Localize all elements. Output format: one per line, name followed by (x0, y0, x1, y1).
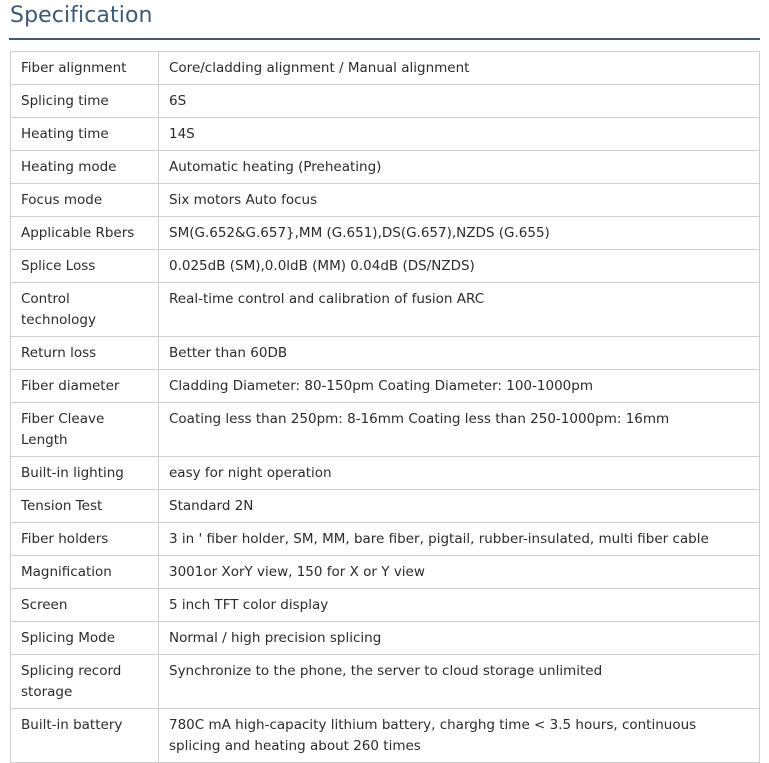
spec-label: Heating time (11, 118, 159, 151)
spec-value: Real-time control and calibration of fusion ARC (159, 283, 760, 337)
spec-value: Automatic heating (Preheating) (159, 151, 760, 184)
table-row (11, 151, 760, 184)
spec-label: Fiber alignment (11, 52, 159, 85)
spec-label: Built-in battery (11, 709, 159, 763)
title-divider (9, 38, 760, 40)
table-row (11, 52, 760, 85)
table-row (11, 184, 760, 217)
page-title: Specification (10, 3, 153, 28)
spec-value: 0.025dB (SM),0.0ldB (MM) 0.04dB (DS/NZDS) (159, 250, 760, 283)
table-row (11, 118, 760, 151)
spec-value: 6S (159, 85, 760, 118)
spec-label: Applicable Rbers (11, 217, 159, 250)
table-row (11, 85, 760, 118)
spec-label: Splicing Mode (11, 622, 159, 655)
table-row (11, 337, 760, 370)
table-row (11, 622, 760, 655)
table-row (11, 403, 760, 457)
spec-value: Better than 60DB (159, 337, 760, 370)
table-row (11, 490, 760, 523)
spec-label: Control technology (11, 283, 159, 337)
table-row (11, 556, 760, 589)
table-row (11, 250, 760, 283)
spec-table-body (11, 52, 760, 763)
spec-value: 780C mA high-capacity lithium battery, charghg time < 3.5 hours, continuous splicing and heating about 260 times (159, 709, 760, 763)
spec-label: Built-in lighting (11, 457, 159, 490)
spec-label: Focus mode (11, 184, 159, 217)
spec-label: Splicing record storage (11, 655, 159, 709)
spec-label: Fiber Cleave Length (11, 403, 159, 457)
spec-value: 5 inch TFT color display (159, 589, 760, 622)
spec-label: Screen (11, 589, 159, 622)
spec-value: 3 in ' fiber holder, SM, MM, bare fiber, pigtail, rubber-insulated, multi fiber cable (159, 523, 760, 556)
spec-label: Splicing time (11, 85, 159, 118)
spec-label: Splice Loss (11, 250, 159, 283)
spec-label: Magnification (11, 556, 159, 589)
spec-value: Coating less than 250pm: 8-16mm Coating less than 250-1000pm: 16mm (159, 403, 760, 457)
spec-label: Heating mode (11, 151, 159, 184)
table-row (11, 283, 760, 337)
spec-value: Standard 2N (159, 490, 760, 523)
spec-label: Tension Test (11, 490, 159, 523)
table-row (11, 523, 760, 556)
spec-label: Return loss (11, 337, 159, 370)
spec-value: Synchronize to the phone, the server to cloud storage unlimited (159, 655, 760, 709)
table-row (11, 370, 760, 403)
table-row (11, 709, 760, 763)
spec-value: Normal / high precision splicing (159, 622, 760, 655)
table-row (11, 217, 760, 250)
spec-label: Fiber diameter (11, 370, 159, 403)
spec-table (10, 51, 760, 763)
spec-value: 14S (159, 118, 760, 151)
spec-value: easy for night operation (159, 457, 760, 490)
spec-value: Cladding Diameter: 80-150pm Coating Diameter: 100-1000pm (159, 370, 760, 403)
spec-value: Six motors Auto focus (159, 184, 760, 217)
spec-value: 3001or XorY view, 150 for X or Y view (159, 556, 760, 589)
table-row (11, 589, 760, 622)
spec-label: Fiber holders (11, 523, 159, 556)
table-row (11, 457, 760, 490)
spec-value: Core/cladding alignment / Manual alignment (159, 52, 760, 85)
table-row (11, 655, 760, 709)
spec-value: SM(G.652&G.657},MM (G.651),DS(G.657),NZDS (G.655) (159, 217, 760, 250)
